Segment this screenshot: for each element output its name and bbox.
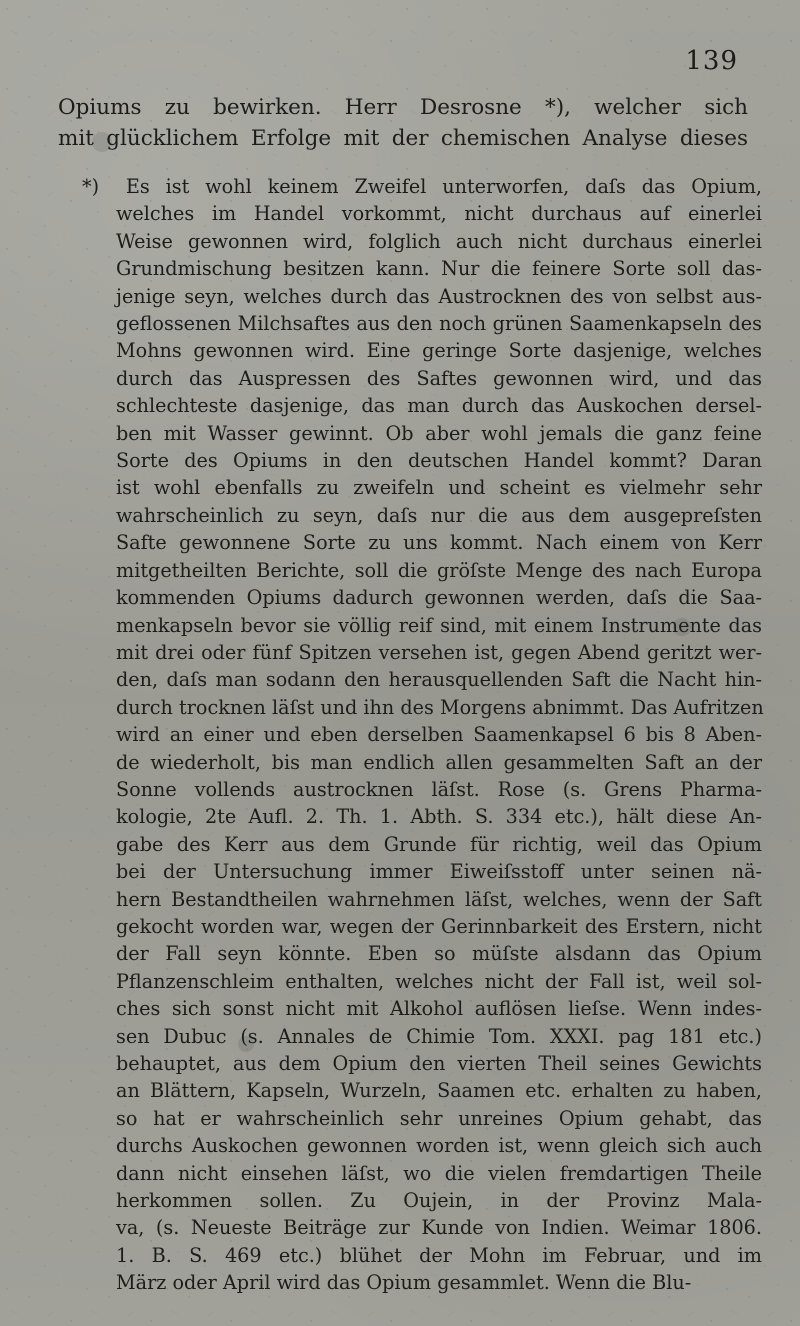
main-text-line: Opiums zu bewirken. Herr Desrosne *), welcher sich bbox=[58, 95, 748, 120]
footnote-line: der Fall seyn könnte. Eben so müſste alsdann das Opium bbox=[116, 942, 762, 966]
footnote-line: gabe des Kerr aus dem Grunde für richtig, weil das Opium bbox=[116, 832, 762, 856]
footnote-line: schlechteste dasjenige, das man durch das Auskochen dersel- bbox=[116, 394, 762, 418]
footnote-line: bei der Untersuchung immer Eiweiſsstoff unter seinen nä- bbox=[116, 860, 762, 884]
footnote-line: 1. B. S. 469 etc.) blühet der Mohn im Februar, und im bbox=[116, 1243, 762, 1267]
footnote-line: durch trocknen läſst und ihn des Morgens abnimmt. Das Aufritzen bbox=[116, 695, 764, 719]
footnote-line: behauptet, aus dem Opium den vierten Theil seines Gewichts bbox=[116, 1052, 762, 1075]
footnote-line: durchs Auskochen gewonnen worden ist, wenn gleich sich auch bbox=[116, 1134, 762, 1158]
footnote-line: geflossenen Milchsaftes aus den noch grünen Saamenkapseln des bbox=[116, 312, 762, 336]
footnote-line: so hat er wahrscheinlich sehr unreines Opium gehabt, das bbox=[116, 1106, 762, 1130]
footnote-line: Grundmischung besitzen kann. Nur die feinere Sorte soll das- bbox=[116, 257, 762, 281]
footnote-line: durch das Auspressen des Saftes gewonnen wird, und das bbox=[116, 366, 762, 390]
footnote-line: menkapseln bevor sie völlig reif sind, mit einem Instrumente das bbox=[116, 613, 762, 637]
footnote-line: welches im Handel vorkommt, nicht durchaus auf einerlei bbox=[116, 202, 762, 226]
footnote-line: an Blättern, Kapseln, Wurzeln, Saamen etc. erhalten zu haben, bbox=[116, 1079, 762, 1103]
footnote-line: Safte gewonnene Sorte zu uns kommt. Nach einem von Kerr bbox=[116, 531, 762, 555]
footnote-line: wahrscheinlich zu seyn, daſs nur die aus dem ausgepreſsten bbox=[116, 503, 762, 527]
footnote-line: den, daſs man sodann den herausquellenden Saft die Nacht hin- bbox=[116, 668, 762, 692]
footnote-line: Mohns gewonnen wird. Eine geringe Sorte dasjenige, welches bbox=[116, 339, 762, 363]
footnote-line: mitgetheilten Berichte, soll die gröſste Menge des nach Europa bbox=[116, 558, 762, 582]
footnote-line: März oder April wird das Opium gesammlet. Wenn die Blu- bbox=[116, 1271, 692, 1295]
footnote-line: ist wohl ebenfalls zu zweifeln und scheint es vielmehr sehr bbox=[116, 476, 762, 500]
footnote-line: ben mit Wasser gewinnt. Ob aber wohl jemals die ganz feine bbox=[116, 421, 762, 445]
footnote-line: Sorte des Opiums in den deutschen Handel kommt? Daran bbox=[116, 449, 762, 473]
footnote-line: Pflanzenschleim enthalten, welches nicht der Fall ist, weil sol- bbox=[116, 969, 762, 993]
footnote-line: kologie, 2te Aufl. 2. Th. 1. Abth. S. 334 etc.), hält diese An- bbox=[116, 805, 762, 829]
footnote-line: dann nicht einsehen läſst, wo die vielen fremdartigen Theile bbox=[116, 1161, 762, 1185]
main-text-block bbox=[58, 92, 748, 154]
footnote-line: jenige seyn, welches durch das Austrocknen des von selbst aus- bbox=[116, 284, 762, 308]
footnote-marker: *) bbox=[82, 175, 100, 198]
footnote-line: mit drei oder fünf Spitzen versehen ist, gegen Abend geritzt wer- bbox=[116, 640, 762, 664]
footnote-line: Sonne vollends austrocknen läſst. Rose (s. Grens Pharma- bbox=[116, 777, 762, 801]
footnote-line: Weise gewonnen wird, folglich auch nicht durchaus einerlei bbox=[116, 229, 762, 253]
page-number: 139 bbox=[685, 46, 738, 76]
footnote-line: ches sich sonst nicht mit Alkohol auflösen lieſse. Wenn indes- bbox=[116, 997, 762, 1021]
footnote-line: wird an einer und eben derselben Saamenkapsel 6 bis 8 Aben- bbox=[116, 723, 762, 747]
footnote-line: de wiederholt, bis man endlich allen gesammelten Saft an der bbox=[116, 750, 762, 774]
footnote-line: hern Bestandtheilen wahrnehmen läſst, welches, wenn der Saft bbox=[116, 887, 762, 911]
footnote-text: Es ist wohl keinem Zweifel unterworfen, daſs das Opium, bbox=[125, 175, 762, 198]
footnote-line: kommenden Opiums dadurch gewonnen werden, daſs die Saa- bbox=[116, 586, 762, 610]
footnote-line bbox=[82, 173, 762, 200]
main-text-line: mit glücklichem Erfolge mit der chemischen Analyse dieses bbox=[58, 126, 748, 151]
footnote-line: sen Dubuc (s. Annales de Chimie Tom. XXXI. pag 181 etc.) bbox=[116, 1024, 762, 1048]
footnote-line: herkommen sollen. Zu Oujein, in der Provinz Mala- bbox=[116, 1189, 762, 1213]
footnote-line: gekocht worden war, wegen der Gerinnbarkeit des Erstern, nicht bbox=[116, 914, 762, 938]
footnote-block bbox=[82, 173, 762, 1297]
footnote-line: va, (s. Neueste Beiträge zur Kunde von Indien. Weimar 1806. bbox=[116, 1216, 762, 1240]
